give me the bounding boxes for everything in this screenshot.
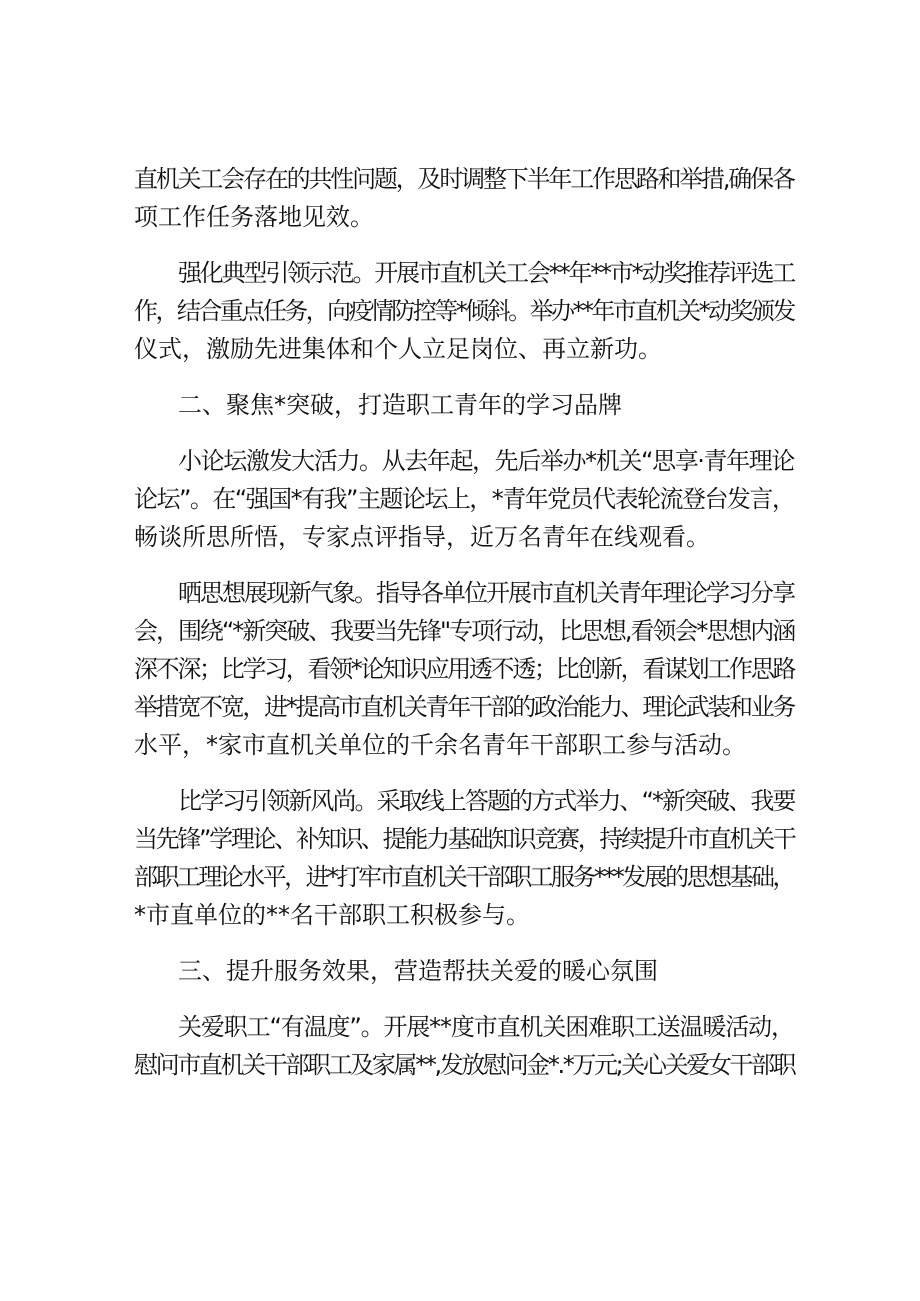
paragraph-line: 当先锋”学理论、补知识、提能力基础知识竞赛，持续提升市直机关干 — [134, 825, 795, 853]
paragraph — [134, 1008, 794, 1084]
paragraph-line: 作，结合重点任务，向疫情防控等*倾斜。举办**年市直机关*动奖颁发 — [134, 297, 794, 325]
paragraph — [134, 442, 794, 556]
paragraph-line: 慰问市直机关干部职工及家属**,发放慰问金*.*万元;关心关爱女干部职 — [134, 1051, 795, 1079]
section-heading — [134, 386, 794, 424]
paragraph-line: *市直单位的**名干部职工积极参与。 — [134, 901, 530, 929]
paragraph-line: 直机关工会存在的共性问题，及时调整下半年工作思路和举措,确保各 — [134, 165, 794, 193]
paragraph-line: 会，围绕“*新突破、我要当先锋''专项行动，比思想,看领会*思想内涵 — [134, 617, 795, 645]
paragraph-line: 仪式，激励先进集体和个人立足岗位、再立新功。 — [134, 335, 662, 363]
paragraph-line: 小论坛激发大活力。从去年起，先后举办*机关“思享·青年理论 — [178, 447, 795, 475]
paragraph-line: 举措宽不宽，进*提高市直机关青年干部的政治能力、理论武装和业务 — [134, 693, 795, 721]
paragraph-line: 关爱职工“有温度”。开展**度市直机关困难职工送温暖活动， — [178, 1013, 794, 1041]
paragraph-line: 比学习引领新风尚。采取线上答题的方式举力、“*新突破、我要 — [178, 787, 795, 815]
paragraph — [134, 160, 794, 236]
paragraph-line: 畅谈所思所悟，专家点评指导，近万名青年在线观看。 — [134, 523, 710, 551]
paragraph-line: 水平，*家市直机关单位的千余名青年干部职工参与活动。 — [134, 731, 746, 759]
paragraph-line: 项工作任务落地见效。 — [134, 203, 374, 231]
paragraph — [134, 574, 794, 764]
paragraph-line: 强化典型引领示范。开展市直机关工会**年**市*动奖推荐评选工 — [178, 259, 795, 287]
section-heading — [134, 952, 794, 990]
paragraph-line: 深不深；比学习，看领*论知识应用透不透；比创新，看谋划工作思路 — [134, 655, 795, 683]
paragraph — [134, 782, 794, 934]
paragraph-line: 晒思想展现新气象。指导各单位开展市直机关青年理论学习分享 — [178, 579, 794, 607]
section-heading-text: 二、聚焦*突破，打造职工青年的学习品牌 — [178, 391, 622, 419]
document-body — [134, 160, 794, 1084]
paragraph — [134, 254, 794, 368]
paragraph-line: 论坛”。在“强国*有我”主题论坛上，*青年党员代表轮流登台发言， — [134, 485, 795, 513]
paragraph-line: 部职工理论水平，进*打牢市直机关干部职工服务***发展的思想基础， — [134, 863, 794, 891]
section-heading-text: 三、提升服务效果，营造帮扶关爱的暖心氛围 — [178, 957, 658, 985]
